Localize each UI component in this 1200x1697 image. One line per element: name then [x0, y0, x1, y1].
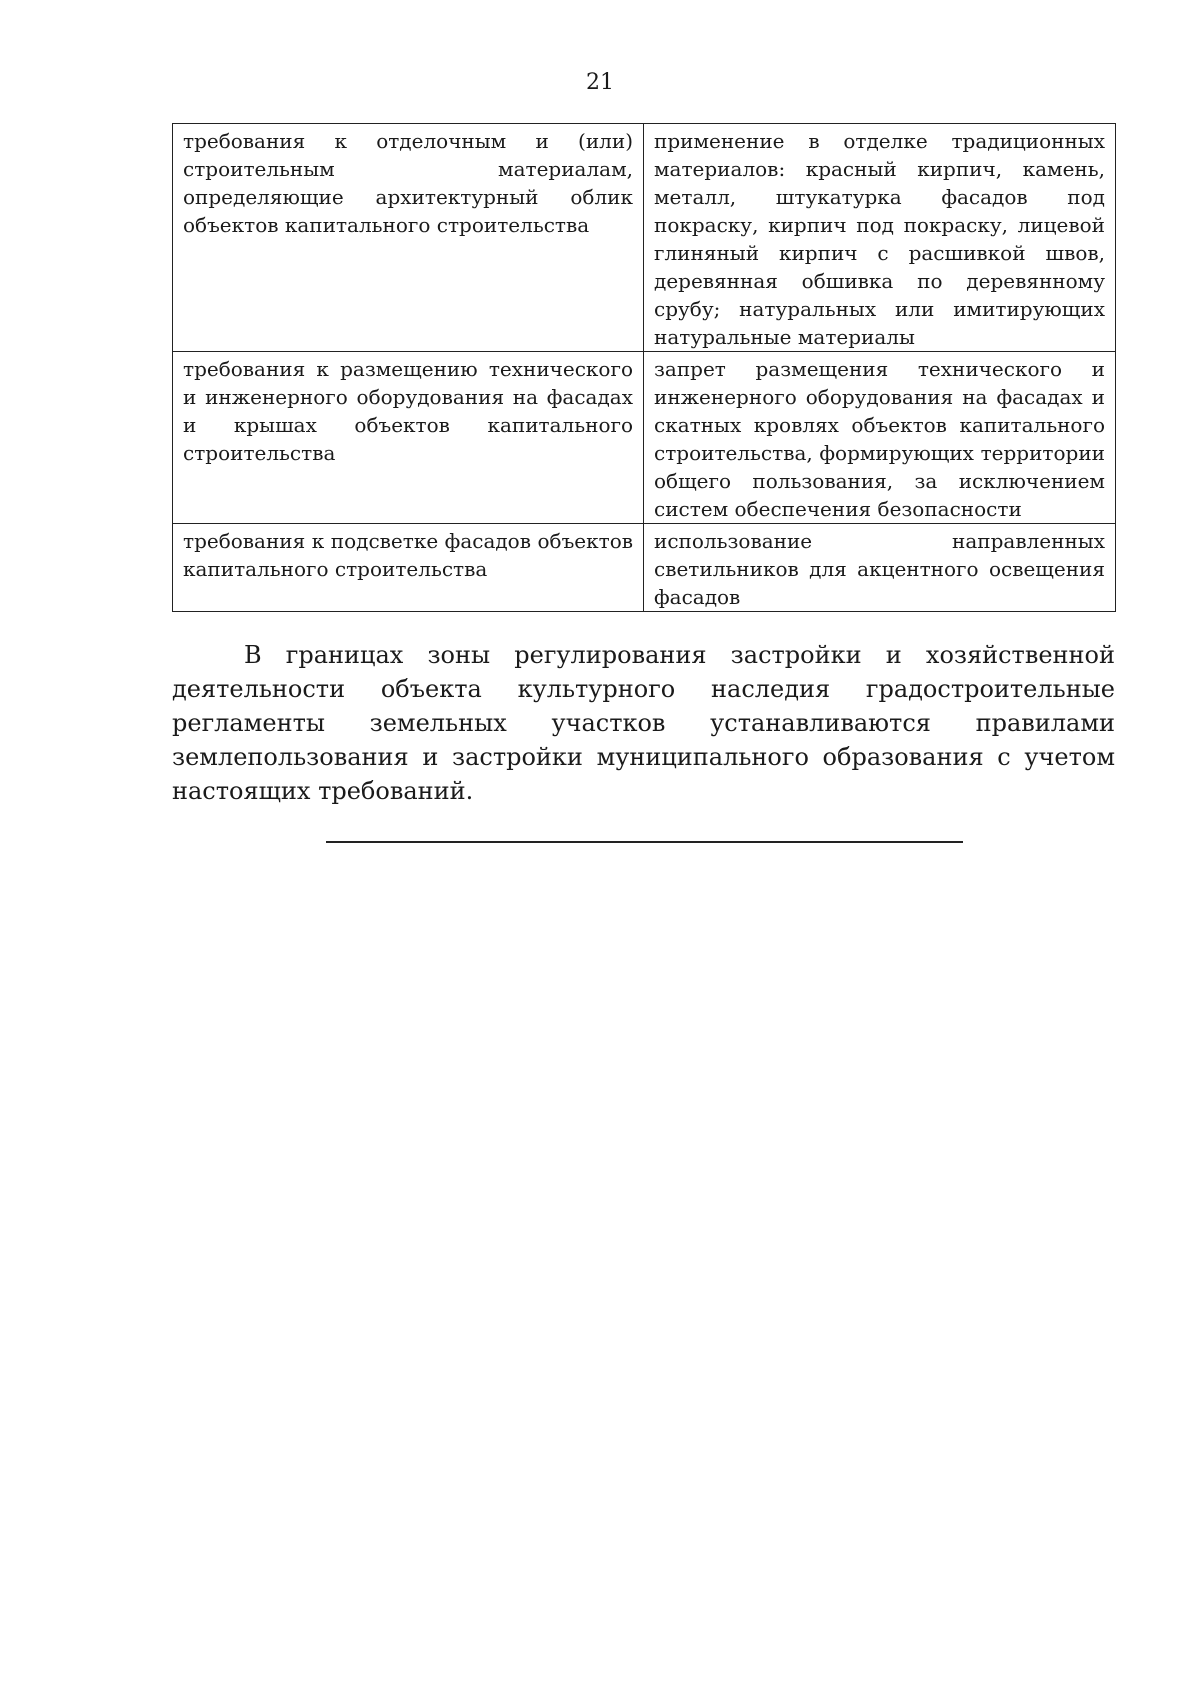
table-row [173, 124, 1116, 352]
page-number: 21 [586, 70, 614, 95]
table-row [173, 352, 1116, 524]
requirement-cell: требования к подсветке фасадов объектов капитального строительства [173, 524, 644, 612]
value-cell: использование направленных светильников для акцентного освещения фасадов [644, 524, 1116, 612]
body-paragraph: В границах зоны регулирования застройки и хозяйственной деятельности объекта культурного наследия градостроительные регламенты земельных участков устанавливаются правилами землепользования и застройки муниципального образования с учетом настоящих требований. [172, 641, 1115, 805]
end-divider [326, 841, 963, 843]
table-row [173, 524, 1116, 612]
requirement-cell: требования к размещению технического и инженерного оборудования на фасадах и крышах объектов капитального строительства [173, 352, 644, 524]
requirements-table [172, 123, 1116, 612]
value-cell: запрет размещения технического и инженерного оборудования на фасадах и скатных кровлях объектов капитального строительства, формирующих территории общего пользования, за исключением систем обеспечения безопасности [644, 352, 1116, 524]
value-cell: применение в отделке традиционных материалов: красный кирпич, камень, металл, штукатурка фасадов под покраску, кирпич под покраску, лицевой глиняный кирпич с расшивкой швов, деревянная обшивка по деревянному срубу; натуральных или имитирующих натуральные материалы [644, 124, 1116, 352]
requirement-cell: требования к отделочным и (или) строительным материалам, определяющие архитектурный облик объектов капитального строительства [173, 124, 644, 352]
